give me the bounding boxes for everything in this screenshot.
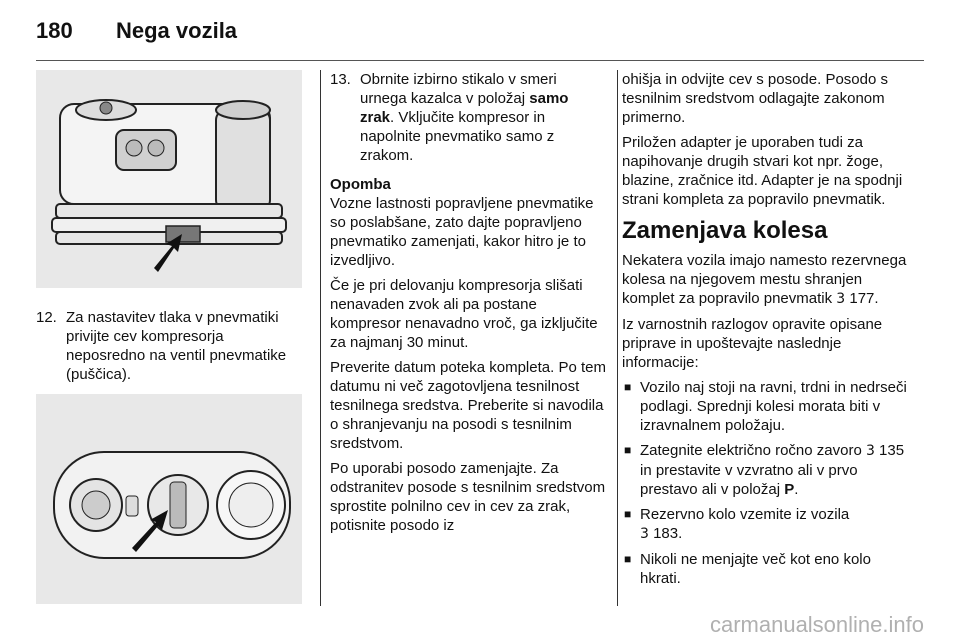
bullet-item-3-ref: 183.	[653, 525, 683, 542]
bullet-item-2-text: Zategnite električno ročno zavoro	[640, 442, 866, 459]
column-3	[622, 70, 910, 594]
page-header	[0, 0, 960, 62]
page-ref-icon: 3	[865, 443, 875, 459]
bullet-item-1-text: Vozilo naj stoji na ravni, trdni in nedrseči podlagi. Sprednji kolesi morata biti v izravnalnem položaju.	[640, 379, 907, 434]
bullet-item-2	[622, 441, 910, 499]
col3-paragraph-1: ohišja in odvijte cev s posode. Posodo s tesnilnim sredstvom odlagajte zakonom primerno.	[622, 71, 888, 126]
bullet-item-4	[622, 550, 910, 588]
compressor-drawing	[36, 70, 302, 288]
selector-switch-illustration	[36, 394, 302, 604]
bullet-icon: ■	[624, 443, 632, 457]
col3-paragraph-3	[622, 251, 910, 309]
column-2	[330, 70, 606, 541]
column-1	[36, 70, 302, 604]
column-divider-1	[320, 70, 321, 606]
step-12-text: Za nastavitev tlaka v pnevmatiki privijte cev kompresorja neposredno na ventil pnevmatike (puščica).	[66, 309, 287, 383]
note-paragraph-1: Vozne lastnosti popravljene pnevmatike so poslabšane, zato dajte popravljeno pnevmatiko zamenjati, kakor hitro je to izvedljivo.	[330, 195, 594, 269]
bullet-item-3-text: Rezervno kolo vzemite iz vozila	[640, 506, 850, 523]
step-13	[330, 70, 606, 165]
col3-paragraph-3-text: Nekatera vozila imajo namesto rezervnega kolesa na njegovem mestu shranjen komplet za popravilo pnevmatik	[622, 252, 907, 307]
step-13-bold: samo zrak	[360, 90, 569, 126]
col3-paragraph-4: Iz varnostnih razlogov opravite opisane priprave in upoštevajte naslednje informacije:	[622, 316, 883, 371]
note-paragraph-2: Če je pri delovanju kompresorja slišati nenavaden zvok ali pa postane kompresor nenavadno vroč, ga izklјučite za najmanj 30 minut.	[330, 277, 598, 351]
col3-paragraph-3-ref: 177.	[849, 290, 879, 307]
page-number: 180	[36, 18, 73, 43]
note-heading: Opomba	[330, 176, 391, 193]
step-13-text-b: . Vključite kompresor in napolnite pnevmatiko samo z zrakom.	[360, 109, 555, 164]
col3-paragraph-2: Priložen adapter je uporaben tudi za napihovanje drugih stvari kot npr. žoge, blazine, zračnice itd. Adapter je na spodnji strani kompleta za popravilo pnevmatik.	[622, 134, 903, 208]
step-12	[36, 308, 302, 384]
bullet-item-2-bold: P	[784, 481, 795, 498]
bullet-icon: ■	[624, 507, 632, 521]
bullet-item-1	[622, 378, 910, 435]
bullet-item-2-ref: 135 in prestavite v vzvratno ali v prvo prestavo ali v položaj	[640, 442, 905, 498]
watermark: carmanualsonline.info	[709, 612, 924, 637]
note-paragraph-4: Po uporabi posodo zamenjajte. Za odstranitev posode s tesnilnim sredstvom sprostite polnilno cev in cev za zrak, potisnite posodo iz	[330, 460, 606, 534]
page-ref-icon: 3	[836, 291, 846, 307]
step-13-text-a: Obrnite izbirno stikalo v smeri urnega kazalca v položaj	[360, 71, 557, 107]
compressor-illustration	[36, 70, 302, 288]
bullet-item-4-text: Nikoli ne menjajte več kot eno kolo hkrati.	[640, 551, 871, 587]
column-divider-2	[617, 70, 618, 606]
step-13-number: 13.	[330, 71, 351, 88]
bullet-item-2-end: .	[794, 481, 799, 498]
header-rule	[36, 60, 924, 61]
step-12-number: 12.	[36, 309, 57, 326]
note-paragraph-3: Preverite datum poteka kompleta. Po tem datumu ni več zagotovljena tesnilnost tesnilnega sredstva. Preberite si navodila o shranjevanju na posodi s tesnilnim sredstvom.	[330, 359, 606, 452]
bullet-icon: ■	[624, 552, 632, 566]
section-heading: Zamenjava kolesa	[622, 217, 828, 244]
page-title: Nega vozila	[116, 18, 238, 43]
bullet-item-3	[622, 505, 910, 544]
page-ref-icon: 3	[640, 526, 649, 542]
bullet-icon: ■	[624, 380, 632, 394]
selector-switch-drawing	[36, 394, 302, 604]
